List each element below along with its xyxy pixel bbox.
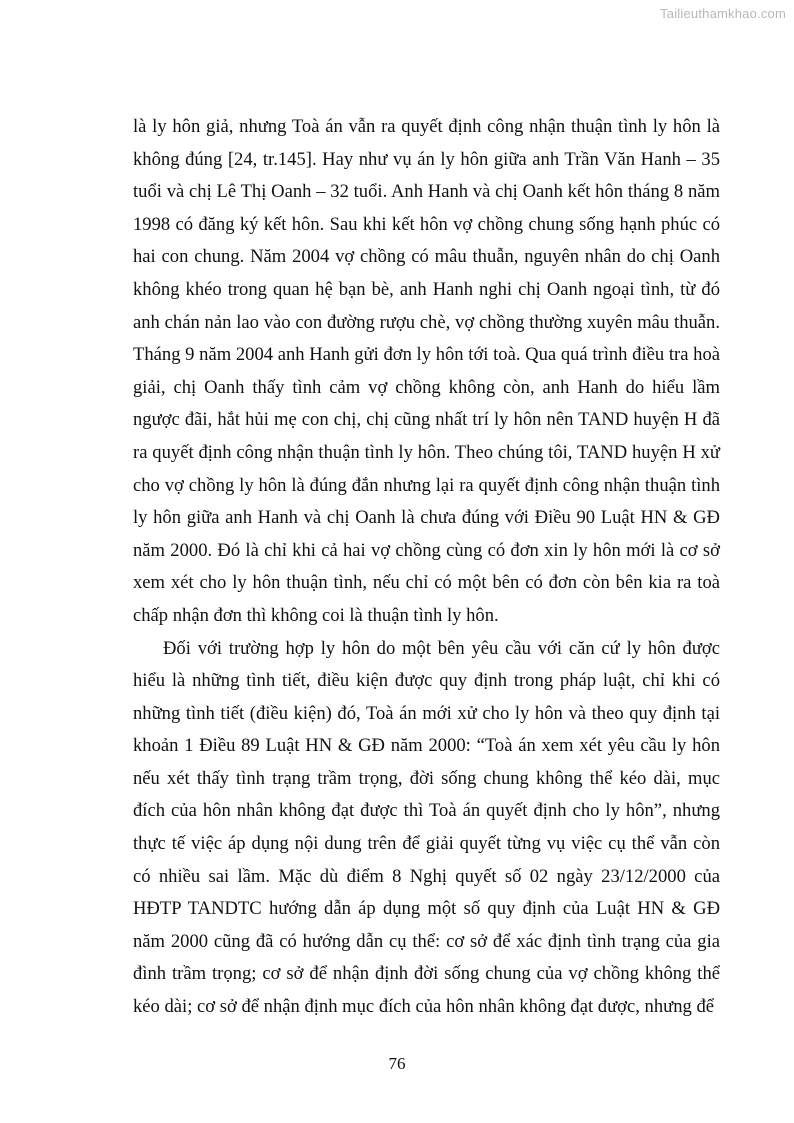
paragraph-continuation: là ly hôn giả, nhưng Toà án vẫn ra quyết định công nhận thuận tình ly hôn là không đúng [24, tr.145]. Hay như vụ án ly hôn giữa anh Trần Văn Hanh – 35 tuổi và chị Lê Thị Oanh – 32 tuổi. Anh Hanh và chị Oanh kết hôn tháng 8 năm 1998 có đăng ký kết hôn. Sau khi kết hôn vợ chồng chung sống hạnh phúc có hai con chung. Năm 2004 vợ chồng có mâu thuẫn, nguyên nhân do chị Oanh không khéo trong quan hệ bạn bè, anh Hanh nghi chị Oanh ngoại tình, từ đó anh chán nản lao vào con đường rượu chè, vợ chồng thường xuyên mâu thuẫn. Tháng 9 năm 2004 anh Hanh gửi đơn ly hôn tới toà. Qua quá trình điều tra hoà giải, chị Oanh thấy tình cảm vợ chồng không còn, anh Hanh do hiểu lầm ngược đãi, hắt hủi mẹ con chị, chị cũng nhất trí ly hôn nên TAND huyện H đã ra quyết định công nhận thuận tình ly hôn. Theo chúng tôi, TAND huyện H xử cho vợ chồng ly hôn là đúng đắn nhưng lại ra quyết định công nhận thuận tình ly hôn giữa anh Hanh và chị Oanh là chưa đúng với Điều 90 Luật HN & GĐ năm 2000. Đó là chỉ khi cả hai vợ chồng cùng có đơn xin ly hôn mới là cơ sở xem xét cho ly hôn thuận tình, nếu chỉ có một bên có đơn còn bên kia ra toà chấp nhận đơn thì không coi là thuận tình ly hôn. xyxy=(133,116,720,626)
page-number: 76 xyxy=(388,1054,406,1073)
page-body xyxy=(133,111,720,1024)
watermark-text: Tailieuthamkhao.com xyxy=(660,6,786,21)
paragraph-unilateral-divorce: Đối với trường hợp ly hôn do một bên yêu cầu với căn cứ ly hôn được hiểu là những tình tiết, điều kiện được quy định trong pháp luật, chỉ khi có những tình tiết (điều kiện) đó, Toà án mới xử cho ly hôn và theo quy định tại khoản 1 Điều 89 Luật HN & GĐ năm 2000: “Toà án xem xét yêu cầu ly hôn nếu xét thấy tình trạng trầm trọng, đời sống chung không thể kéo dài, mục đích của hôn nhân không đạt được thì Toà án quyết định cho ly hôn”, nhưng thực tế việc áp dụng nội dung trên để giải quyết từng vụ việc cụ thể vẫn còn có nhiều sai lầm. Mặc dù điểm 8 Nghị quyết số 02 ngày 23/12/2000 của HĐTP TANDTC hướng dẫn áp dụng một số quy định của Luật HN & GĐ năm 2000 cũng đã có hướng dẫn cụ thể: cơ sở để xác định tình trạng của gia đình trầm trọng; cơ sở để nhận định đời sống chung của vợ chồng không thể kéo dài; cơ sở để nhận định mục đích của hôn nhân không đạt được, nhưng để xyxy=(133,637,720,1018)
